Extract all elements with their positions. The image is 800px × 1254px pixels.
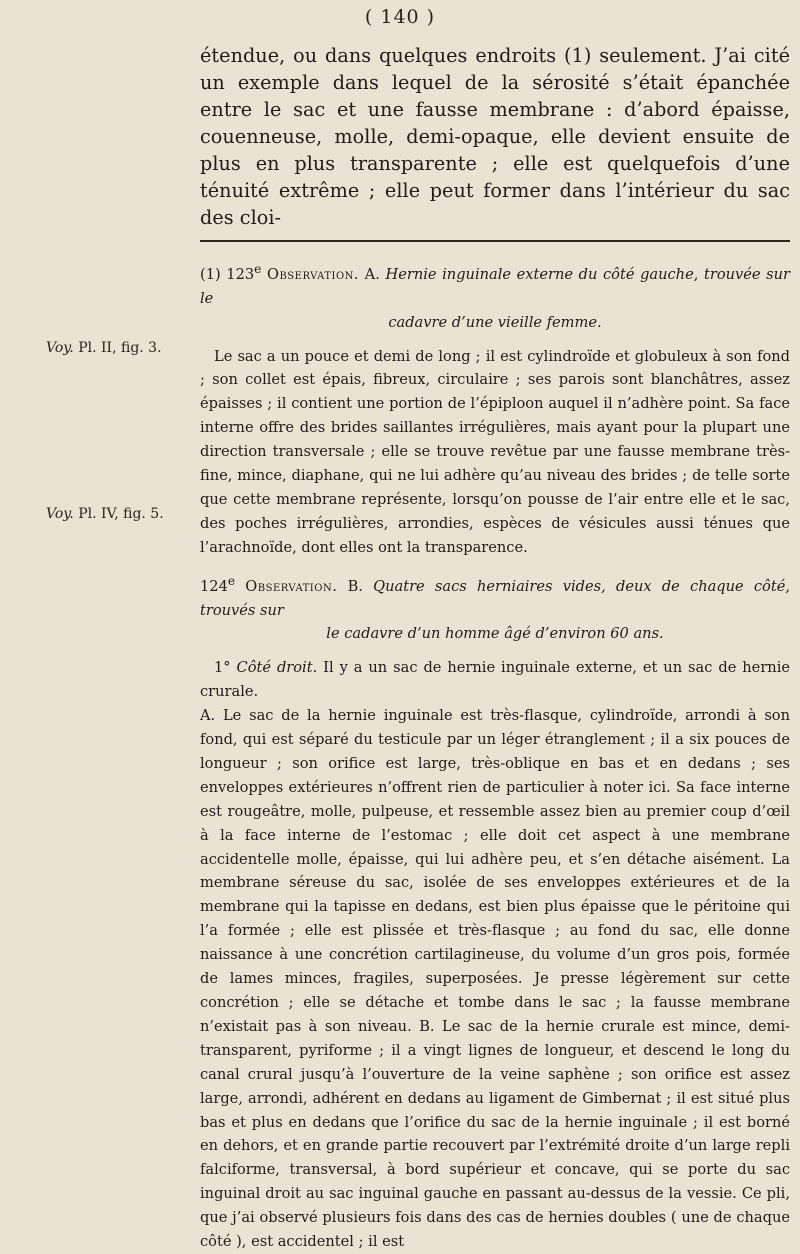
- body-paragraph: étendue, ou dans quelques endroits (1) seulement. J’ai cité un exemple dans lequel de la sérosité s’était épanchée entre le sac et une fausse membrane : d’abord épaisse, couenneuse, molle, demi-opaque, elle devient ensuite de plus en plus transparente ; elle est quelquefois d’une ténuité extrême ; elle peut former dans l’intérieur du sac des cloi-: [200, 44, 790, 229]
- observation-letter: A.: [364, 265, 380, 283]
- side-heading: Côté droit.: [236, 659, 318, 677]
- side-text: Il y a un sac de hernie inguinale externe, et un sac de hernie crurale.: [200, 659, 790, 701]
- observation-124-subtitle: le cadavre d’un homme âgé d’environ 60 ans.: [326, 625, 664, 643]
- observation-123-subtitle: cadavre d’une vieille femme.: [388, 313, 602, 331]
- margin-note-ref: Pl. IV, fig. 5.: [73, 506, 164, 522]
- spacer: [200, 560, 790, 570]
- margin-note-plate-4: [46, 506, 164, 522]
- spacer: [200, 646, 790, 656]
- observation-label: Observation.: [266, 265, 360, 283]
- observation-123-paragraph: Le sac a un pouce et demi de long ; il est cylindroïde et globuleux à son fond ; son collet est épais, fibreux, circulaire ; ses parois sont blanchâtres, assez épaisses ; il contient une portion de l’épiploon auquel il n’adhère point. Sa face interne offre des brides saillantes irrégulières, mais ayant pour la plupart une direction transversale ; elle se trouve revêtue par une fausse membrane très-fine, mince, diaphane, qui ne lui adhère qu’au niveau des brides ; de telle sorte que cette membrane représente, lorsqu’on pousse de l’air entre elle et le sac, des poches irrégulières, arrondies, espèces de vésicules aussi ténues que l’arachnoïde, dont elles ont la transparence.: [200, 347, 790, 556]
- ordinal-suffix: e: [227, 573, 236, 588]
- margin-note-ref: Pl. II, fig. 3.: [73, 340, 162, 356]
- footnote-divider: [200, 240, 790, 242]
- page-number: ( 140 ): [364, 6, 436, 28]
- margin-note-plate-2: [46, 340, 162, 356]
- observation-heading-cont: trouvée sur le: [200, 265, 791, 307]
- heading-separator: ,: [693, 265, 704, 283]
- main-body-text: [200, 42, 790, 231]
- margin-note-prefix: Voy.: [46, 506, 74, 522]
- observation-heading: Hernie inguinale externe du côté gauche: [385, 265, 694, 283]
- footnotes: [200, 258, 790, 1254]
- observation-124-paragraph: A. Le sac de la hernie inguinale est très-flasque, cylindroïde, arrondi à son fond, qui est séparé du testicule par un léger étranglement ; il a six pouces de longueur ; son orifice est large, très-oblique en bas et en dedans ; ses enveloppes extérieures n’offrent rien de particulier à noter ici. Sa face interne est rougeâtre, molle, pulpeuse, et ressemble assez bien au premier coup d’œil à la face interne de l’estomac ; elle doit cet aspect à une membrane accidentelle molle, épaisse, qui lui adhère peu, et s’en détache aisément. La membrane séreuse du sac, isolée de ses enveloppes extérieures et de la membrane qui la tapisse en dedans, est bien plus épaisse que le péritoine qui l’a formée ; elle est plissée et très-flasque ; au fond du sac, elle donne naissance à une concrétion cartilagineuse, du volume d’un gros pois, formée de lames minces, fragiles, superposées. Je presse légèrement sur cette concrétion ; elle se détache et tombe dans le sac ; la fausse membrane n’existait pas à son niveau. B. Le sac de la hernie crurale est mince, demi-transparent, pyriforme ; il a vingt lignes de longueur, et descend le long du canal crural jusqu’à l’ouverture de la veine saphène ; son orifice est assez large, arrondi, adhérent en dedans au ligament de Gimbernat ; il est situé plus bas et plus en dedans que l’orifice du sac de la hernie inguinale ; il est borné en dehors, et en grande partie recouvert par l’extrémité droite d’un large repli falciforme, transversal, à bord supérieur et concave, qui se porte du sac inguinal droit au sac inguinal gauche en passant au-dessus de la vessie. Ce pli, que j’ai observé plusieurs fois dans des cas de hernies doubles ( une de chaque côté ), est accidentel ; il est: [200, 707, 790, 1251]
- observation-number: (1) 123: [200, 265, 255, 283]
- spacer: [200, 335, 790, 345]
- margin-note-prefix: Voy.: [46, 340, 74, 356]
- observation-123-title: [200, 258, 790, 311]
- ordinal-suffix: e: [254, 262, 262, 276]
- observation-heading: Quatre sacs herniaires vides, deux de chaque côté, trouvés sur: [200, 577, 790, 619]
- observation-number: 124: [200, 577, 228, 595]
- observation-124-title: [200, 570, 790, 623]
- item-number: 1°: [214, 659, 231, 677]
- observation-label: Observation.: [245, 577, 338, 595]
- observation-124-side: [200, 656, 790, 704]
- observation-letter: B.: [347, 577, 363, 595]
